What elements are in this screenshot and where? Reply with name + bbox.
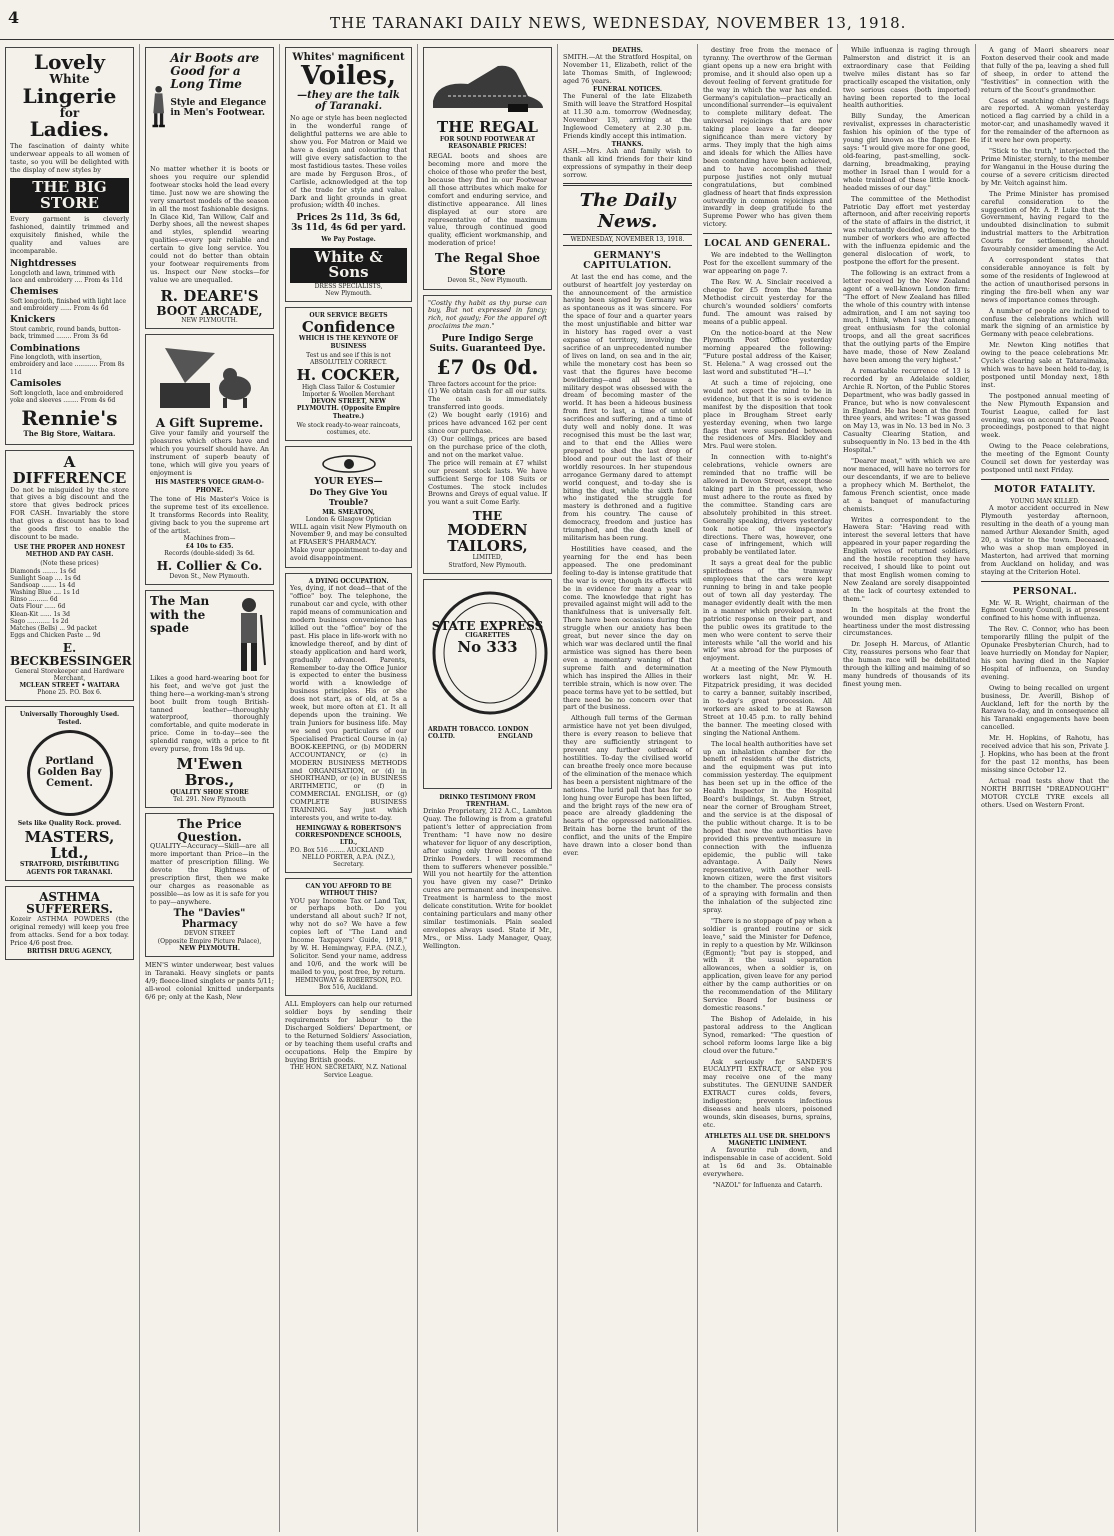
difference-sub: USE THE PROPER AND HONEST METHOD AND PAY CASH. (13, 543, 126, 559)
tyre-notice: Actual road tests show that the NORTH BRITISH "DREADNOUGHT" MOTOR CYCLE TYRE excels all others. Used on Western Front. (981, 776, 1109, 809)
tailors-point-2: (2) We bought early (1916) and prices have advanced 162 per cent since our purchase. (428, 411, 547, 436)
voiles-l1: Whites' magnificent (292, 52, 405, 63)
price-item: Diamonds ........ 1s 6d (10, 567, 76, 575)
income-addr: HEMINGWAY & ROBERTSON, P.O. Box 516, Auckland. (295, 976, 402, 991)
tailors-line1: Pure Indigo Serge Suits. Guaranteed Dye. (429, 334, 546, 355)
personal-item: Mr. W. R. Wright, chairman of the Egmont County Council, is at present confined to his home with influenza. (981, 598, 1109, 623)
cement-brand-3: Cement. (46, 778, 93, 790)
editorial-p3: Although full terms of the German armistice have not yet been divulged, there is every reason to believe that they are sufficiently stringent to prevent any further outbreak of hostilities. To-day the civilised world can breathe freely once more because of the elimination of the menace which has been a persistent nightmare of the nations. The lurid pall that has for so long hung over Europe has been lifted, and the bright rays of the new era of peace are already gladdening the hearts of the oppressed nationalities. Britain has borne the brunt of the conflict, and the units of the Empire have drawn into a closer bond than ever. (563, 714, 692, 858)
item-heading: Combinations (10, 343, 80, 354)
item-text: Stout cambric, round bands, button-back, trimmed ........ From 3s 6d (10, 326, 121, 341)
beckbessinger-addr: MCLEAN STREET • WAITARA (19, 681, 120, 689)
cocker-name: H. COCKER, (296, 366, 401, 385)
income-tax-ad (285, 878, 412, 996)
cocker-addr: DEVON STREET, NEW PLYMOUTH. (Opposite Empire Theatre.) (296, 398, 401, 420)
funeral-heading: FUNERAL NOTICES. (592, 85, 663, 93)
asthma-body: Kozeir ASTHMA POWDERS (the original remedy) will keep you free from attacks. Send for a box today. Price 4/6 post free. (10, 914, 129, 947)
spade-body: Likes a good hard-wearing boot for his feet, and we've got just the thing here—a working-man's strong boot built from tough British-tanned leather—thoroughly waterproof, thoroughly comfortable, and quite moderate in price. Come in to-day—see the splendid range, with a price to fit every purse, from 18s 9d up. (150, 673, 269, 754)
regal-title: THE REGAL (437, 118, 538, 136)
tailors-the: THE (472, 509, 503, 524)
confidence-top: OUR SERVICE BEGETS (309, 312, 388, 320)
price-item: Sandsoap ........ 1s 4d (10, 581, 76, 589)
regal-ad (423, 47, 552, 290)
drinko-title: DRINKO TESTIMONY FROM TRENTHAM. (439, 793, 536, 808)
dying-occupation-ad (285, 573, 412, 873)
masthead (0, 0, 1114, 40)
spade-ad (145, 590, 274, 808)
deaths-heading: DEATHS. (612, 47, 643, 54)
lingerie-l1: Lovely (34, 50, 105, 74)
masters-name: MASTERS, Ltd., (24, 827, 115, 862)
local-item: At such a time of rejoicing, one would not expect the mind to be in evidence, but that it is so is evidence manifest by the disposition that took place in Brougham Street early yesterday evening, when two large flags that were suspended between the residences of Mrs. Blackley and Mrs. Paul were stolen. (703, 379, 832, 451)
news-item: Writes a correspondent to the Hawera Star: "Having read with interest the several letters that have appeared in your paper regarding the English wives of returned soldiers, and the hostile reception they have received, I should like to point out that most English women coming to New Zealand are sorely disappointed at the lack of courtesy extended to them." (843, 515, 970, 603)
regal-body: REGAL boots and shoes are becoming more and more the choice of those who prefer the best, because they find in our Footwear all those attributes which make for comfort and enduring service, and distinctive appearance. All lines displayed at our store are representative of the maximum value, through continued good quality, efficient workmanship, and moderation of price! (428, 152, 547, 248)
cement-badge (27, 730, 113, 816)
news-item: The following is an extract from a letter received by the New Zealand agent of a well-known London firm: "The effort of New Zealand has filled the whole of this country with intense admiration, and I am not saying too much, I think, when I say that among great enthusiasm for the colonial troops, and all the great sacrifices that the outlying parts of the Empire have made, those of New Zealand have been among the very highest." (843, 268, 970, 365)
cement-ad (5, 706, 134, 880)
deare-town: NEW PLYMOUTH. (181, 317, 238, 325)
boots-body: No matter whether it is boots or shoes you require our splendid footwear stocks hold the lead every time. Just now we are showing the very smartest models of the season in all the most fashionable designs. In Glace Kid, Tan Willow, Calf and Derby shoes, all the newest shapes and styles, splendid wearing qualities—every pair reliable and certain to give long service. You could not do better than obtain your footwear requirements from us. Inspect our New stocks—for value we are unequalled. (150, 165, 269, 284)
cement-top: Universally Thoroughly Used. Tested. (19, 711, 120, 726)
price-list (10, 568, 129, 640)
express-no: No 333 (457, 637, 518, 656)
cocker-sub: High Class Tailor & Costumier Importer & Woollen Merchant (301, 383, 396, 399)
lingerie-l5: Ladies. (29, 117, 110, 142)
price-item: Oats Flour ...... 6d (10, 603, 66, 611)
item-text: Soft longcloth, finished with light lace and embroidery ...... From 4s 6d (10, 297, 127, 313)
confidence-sub: WHICH IS THE KEYNOTE OF BUSINESS (298, 335, 399, 350)
gift-body: Give your family and yourself the pleasures which others have and which you yourself should have. An instrument of superb beauty of tone, which will give you years of enjoyment is (150, 428, 269, 477)
davies-addr2: (Opposite Empire Picture Palace), (157, 937, 262, 945)
state-express-ad (423, 579, 552, 789)
winter-underwear-ad: MEN'S winter underwear, best values in Taranaki. Heavy singlets or pants 4/9; fleece-lined singlets or pants 5/11; all-wool colonial knitted underpants 6/6 pr; only at the Kash, New (145, 961, 274, 1001)
confidence-word: Confidence (301, 317, 396, 336)
soldiers-notice: ALL Employers can help our returned soldier boys by sending their requirements for labour to the Discharged Soldiers' Department, or to the Returned Soldiers' Association, or by teaching them useful crafts and occupations. Help the Empire by buying British goods. (285, 1000, 412, 1064)
local-item: In connection with to-night's celebrations, vehicle owners are reminded that no traffic will be allowed in Devon Street, except those taking part in the procession, who must adhere to the route as fixed by the committee. Standing cars are absolutely prohibited in this street. Generally speaking, drivers yesterday took notice of the inspector's directions. There was, however, one case of infringement, which will probably be ventilated later. (703, 453, 832, 557)
price-item: Rinso .......... 6d (10, 596, 58, 604)
asthma-ad (5, 886, 134, 960)
tailors-town: Stratford, New Plymouth. (448, 561, 527, 569)
difference-body: Do not be misguided by the store that gives a big discount and the store that gives bedrock prices FOR CASH. Invariably the store that gives a discount has to load the goods first to enable the discount to be made. (10, 485, 129, 542)
express-right: LONDON ENGLAND (497, 725, 533, 740)
motor-fatality-text: A motor accident occurred in New Plymouth yesterday afternoon, resulting in the death of a young man named Arthur Alexander Smith, aged 20, a visitor to the town. Deceased, who was a shop man employed in Masterton, had arrived that morning from Auckland on holiday, and was staying at the Criterion Hotel. (981, 504, 1109, 576)
local-item: "There is no stoppage of pay when a soldier is granted routine or sick leave," said the Minister for Defence, in reply to a question by Mr. Wilkinson (Egmont); "but pay is stopped, and with it the usual separation allowances, when a soldier is, on application, given leave for any period either by the camp authorities or on the recommendation of the Military Service Board for business or domestic reasons." (703, 916, 832, 1013)
price-item: Klean-Kit ...... 1s 3d (10, 610, 70, 618)
newspaper-title: THE TARANAKI DAILY NEWS, WEDNESDAY, NOVEMBER 13, 1918. (330, 14, 907, 32)
price-item: Matches (Bells) ... 9d packet (10, 625, 97, 633)
tailors-price: £7 0s 0d. (436, 355, 539, 380)
editorial-title: GERMANY'S CAPITULATION. (583, 250, 672, 271)
lingerie-l3: Lingerie (22, 83, 117, 108)
local-item: We are indebted to the Wellington Post for the excellent summary of the war appearing on page 7. (703, 251, 832, 276)
boots-ad (145, 47, 274, 329)
item-heading: Knickers (10, 315, 56, 326)
modern-tailors-ad (423, 295, 552, 574)
column-1 (0, 44, 140, 1532)
beckbessinger-sub: General Storekeeper and Hardware Merchant, (14, 667, 125, 682)
news-item: In the hospitals at the front the wounded men display wonderful heartiness under the most distressing circumstances. (843, 605, 970, 638)
gramophone-ad (145, 334, 274, 584)
white-sons-name: White & Sons (290, 248, 407, 284)
davies-town: NEW PLYMOUTH. (179, 944, 240, 952)
boots-headline: Air Boots are Good for a Long Time (170, 51, 260, 92)
beckbessinger-phone: Phone 25. P.O. Box 6. (37, 689, 102, 697)
price-q-title: The Price Question. (177, 816, 242, 844)
page-number: 4 (8, 8, 20, 27)
local-item: The local health authorities have set up an inhalation chamber for the benefit of residents of the districts, and the equipment was put into commission yesterday. The equipment has been set up in the office of the Health Inspector in the Hospital Board's buildings, St. Aubyn Street, near the corner of Brougham Street, and the service is at the disposal of the public without charge. It is to be hoped that now the authorities have provided this preventive measure in connection with the influenza epidemic, the public will take advantage. A Daily News representative, with another well-known citizen, were the first visitors to the chamber. The process consists of a spraying with formalin and then the inhalation of the subjected zinc spray. (703, 739, 832, 914)
column-4 (418, 44, 558, 1532)
boot-figure-icon (150, 52, 167, 162)
price-question-ad (145, 813, 274, 957)
dying-body: Yes, dying, if not dead—that of the "office" boy. The telephone, the runabout car and cycle, with other rapid means of communication and modern business convenience has killed out the "office" boy of the past. His place in life-work with no knowledge thereof, and by dint of steady application and hard work, gradually advanced. Parents, Remember to-day the Office Junior is expected to enter the business world with a knowledge of business principles. His or she does not start, as of old, at 5s a week, but more often at £1. It all depends upon the training. We train Juniors for business life. May we send you particulars of our Specialised Practical Course in (a) BOOK-KEEPING, or (b) MODERN ACCOUNTANCY, or (c) in MODERN BUSINESS METHODS and ORGANISATION, or (d) in SHORTHAND, or (e) in BUSINESS ARITHMETIC, or (f) in COMMERCIAL ENGLISH, or (g) COMPLETE BUSINESS TRAINING. Say just which interests you, and write to-day. (290, 584, 407, 823)
news-item: Dr. Joseph H. Marcus, of Atlantic City, reassures persons who fear that the human race will be debilitated through the killing and maiming of so many hundreds of thousands of its finest young men. (843, 640, 970, 688)
deaths-text: SMITH.—At the Stratford Hospital, on November 11, Elizabeth, relict of the late Thomas Smith, of Inglewood; aged 76 years. (563, 53, 692, 85)
gramophone-dog-icon (155, 343, 265, 413)
news-item: A remarkable recurrence of 13 is recorded by an Adelaide soldier, Archie R. Norton, of the Public Stores Department, who was badly gassed in France, but who is now convalescent in England. He has been at the front three years, and writes: "I was gassed on May 13, was in No. 13 bed in No. 3 Casualty Clearing Station, and subsequently in No. 13 bed in the 4th Hospital." (843, 366, 970, 455)
regal-addr: Devon St., New Plymouth. (447, 277, 528, 285)
lingerie-l2: White (49, 72, 90, 86)
editorial-p1: At last the end has come, and the outburst of heartfelt joy yesterday on the announcement of the armistice having been signed by Germany was as spontaneous as it was sincere. For the space of four and a quarter years the most unjustifiable and bitter war in history has raged over a vast expanse of territory, involving the sacrifice of an unprecedented number of lives on land, on sea and in the air, while the monetary cost has been so vast that the figures have become bewildering—and all because a military despot was obsessed with the dream of becoming master of the world. It has been a hideous business from first to last, a time of untold sacrifices and suffering, and a time of duty well and nobly done. It was recognised this must be the last war, and to that end the Allies were prepared to shed the last drop of blood and pour out the last of their worldly resources. In her stupendous arrogance Germany dared to attempt world conquest, and to-day she is biting the dust, while the sixth fond who instigated the struggle for mastery is dethroned and a fugitive from his country. The cause of democracy, freedom and justice has triumphed, and the death knell of militarism has been rung. (563, 272, 692, 543)
athletes-heading: ATHLETES ALL USE DR. SHELDON'S MAGNETIC LINIMENT. (704, 1132, 831, 1148)
news-item: A gang of Maori shearers near Foxton deserved their cook and made that fully of the pa, leaving a shed full of sheep, in order to attend the "festivities" in connection with the return of the Scout's grandmother. (981, 46, 1109, 94)
deare-name: R. DEARE'S (160, 286, 259, 305)
price-item: Washing Blue .... 1s 1d (10, 589, 80, 597)
beckbessinger-name: E. BECKBESSINGER (10, 641, 132, 669)
gift-product: HIS MASTER'S VOICE GRAM-O-PHONE. (155, 479, 264, 494)
item-text: Soft longcloth, lace and embroidered yoke and sleeves ........ From 4s 6d (10, 389, 124, 404)
mewen-sub: QUALITY SHOE STORE (170, 788, 249, 796)
personal-title: PERSONAL. (1012, 586, 1078, 597)
item-text: Longcloth and lawn, trimmed with lace and embroidery .... From 4s 11d (10, 269, 123, 284)
thanks-heading: THANKS. (611, 140, 644, 148)
local-item: Ask seriously for SANDER'S EUCALYPTI EXTRACT, or else you may receive one of the many substitutes. The GENUINE SANDER EXTRACT cures colds, fevers, indigestion; prevents infectious diseases and heals ulcers, poisoned wounds, skin diseases, burns, sprains, etc. (703, 1057, 832, 1129)
boots-side: Style and Elegance in Men's Footwear. (170, 97, 267, 118)
voiles-l3: —they are the talk of Taranaki. (297, 90, 400, 113)
smeaton-sub: London & Glasgow Optician (305, 516, 392, 524)
lingerie-ad (5, 47, 134, 445)
regal-shop: The Regal Shoe Store (434, 251, 540, 278)
news-item: Mr. Newton King notifies that owing to the peace celebrations Mr. Cycle's clearing sale at Tataraimaka, which was to have been held to-day, is postponed until Monday next, 18th inst. (981, 341, 1109, 389)
dying-title: A DYING OCCUPATION. (308, 578, 389, 586)
news-item: "Stick to the truth," interjected the Prime Minister, sternly, to the member for Wanganui in the House during the course of a severe criticism directed by Mr. Veitch against him. (981, 147, 1109, 187)
price-item: Eggs and Chicken Paste ... 9d (10, 632, 101, 640)
voiles-prices: Prices 2s 11d, 3s 6d, 3s 11d, 4s 6d per yard. (291, 213, 406, 234)
bigstore-name: THE BIG STORE (10, 178, 129, 214)
price-q-body: QUALITY—Accuracy—Skill—are all more important than Price—in the matter of prescription filling. We devote the Rightness of prescription first, then we make our charges as reasonable as possible—as low as it is safe for you to pay—anywhere. (150, 842, 269, 906)
drinko-body: Drinko Proprietary, 212 A.C., Lambton Quay. The following is from a grateful patient's letter of appreciation from Trentham: "I have now no desire whatever for liquor of any description, after using only three boxes of the Drinko Powders. I will recommend them to sufferers whenever possible." Will you not heartily for the attention you have given my case?" Drinko cures are permanent and inexpensive. Treatment is harmless to the most delicate constitution. Write for booklet containing particulars and many other similar testimonials. Plain sealed envelopes always used. State if Mr., Mrs., or Miss. Lady Manager, Quay, Wellington. (423, 807, 552, 950)
column-5 (558, 44, 698, 1532)
cement-brand-2: Golden Bay (37, 767, 102, 779)
athletes-text: A favourite rub down, and indispensable in case of accident. Sold at 1s 6d and 3s. Obtainable everywhere. (703, 1146, 832, 1178)
difference-ad (5, 450, 134, 701)
confidence-ad (285, 307, 412, 441)
column-8 (976, 44, 1114, 1532)
column-7 (838, 44, 976, 1532)
express-sub: CIGARETTES (465, 632, 510, 640)
shoe-icon (428, 56, 548, 116)
rennies-sub: The Big Store, Waitara. (23, 429, 116, 439)
news-item: A correspondent states that considerable annoyance is felt by some of the residents of Inglewood at the action of unauthorised persons in ringing the fire-bell when any war news of importance comes through. (981, 256, 1109, 304)
news-item: "Dearer meat," with which we are now menaced, will have no terrors for our descendants, if we are to believe a prophecy which M. Berthelot, the famous French scientist, once made at a banquet of manufacturing chemists. (843, 457, 970, 513)
gift-price1: Machines from— (183, 535, 236, 543)
asthma-foot: BRITISH DRUG AGENCY, (26, 947, 113, 955)
davies-title: The "Davies" Pharmacy (173, 908, 246, 930)
tailors-intro: Three factors account for the price: (428, 381, 537, 389)
cocker-stock: We stock ready-to-wear raincoats, costumes, etc. (296, 421, 401, 436)
lingerie-l4: for (59, 105, 80, 120)
item-heading: Camisoles (10, 378, 62, 389)
difference-list-head: (Note these prices) (40, 560, 99, 568)
tailors-body: The price will remain at £7 whilst our present stock lasts. We have sufficient Serge for 108 Suits or Costumes. The stock includes Browns and Greys of equal value. If you want a suit Come Early. (428, 458, 547, 507)
news-item: The committee of the Methodist Patriotic Day effort met yesterday afternoon, and after receiving reports of the state of affairs in the district, it was reluctantly decided, owing to the number of workers who are affected with the influenza epidemic and the general dislocation of work, to postpone the effort for the present. (843, 194, 970, 266)
cement-brand-1: Portland (45, 756, 94, 768)
news-item: The Prime Minister has promised careful consideration to the suggestion of Mr. A. P. Luke that the Government, having regard to the undoubted disinclination to submit industrial matters to the Arbitration Courts for settlement, should favourably consider amending the Act. (981, 189, 1109, 254)
local-item: At a meeting of the New Plymouth workers last night, Mr. W. H. Fitzpatrick presiding, it was decided to carry a banner, suitably inscribed, in to-day's great procession. All workers are asked to be at Rawson Street at 10.45 p.m. to rally behind the banner. The meeting closed with singing the National Anthem. (703, 665, 832, 737)
eyes-foot: Make your appointment to-day and avoid disappointment. (290, 546, 407, 563)
voiles-l2: Voiles, (300, 61, 397, 91)
gift-price2: £4 10s to £35. (185, 542, 234, 550)
voiles-postage: We Pay Postage. (321, 236, 376, 244)
editorial-continued: destiny free from the menace of tyranny. The overthrow of the German giant opens up a new era bright with promise, and it should also open up a devout feeling of fervent gratitude for the way in which the war has ended. Germany's capitulation—practically an unconditional surrender—is equivalent to complete military defeat. The universal rejoicings that are now taking place leave a far deeper significance than mere victory by arms. They imply that the high aims and ideals for which the Allies have been contending have been achieved, and to have accomplished their purpose justifies not only mutual congratulations, but combined gladness of heart that finds expression outwardly in common rejoicings and inwardly in deep gratitude to the Supreme Power who has given them victory. (703, 46, 832, 229)
asthma-title: ASTHMA SUFFERERS. (26, 889, 113, 917)
voiles-ad (285, 47, 412, 302)
personal-item: Mr. H. Hopkins, of Rahotu, has received advice that his son, Private J. J. Hopkins, who has been at the front for the past 12 months, has been missing since October 12. (981, 734, 1109, 774)
item-heading: Nightdresses (10, 258, 77, 269)
income-body: YOU pay Income Tax or Land Tax, or perhaps both. Do you understand all about such? If not, why not do so? We have a few copies left of "The Land and Income Taxpayers' Guide, 1918," by W. H. Hemingway, F.P.A. (N.Z.), Solicitor. Send your name, address and 10/6, and the work will be mailed to you, post free, by return. (290, 896, 407, 976)
optician-ad (285, 446, 412, 568)
column-2 (140, 44, 280, 1532)
motor-fatality-sub: YOUNG MAN KILLED. (1010, 498, 1080, 506)
local-item: The Rev. W. A. Sinclair received a cheque for £5 from the Marama Methodist circuit yesterday for the church's wounded soldiers' comforts fund. The amount was raised by means of a public appeal. (703, 277, 832, 326)
eye-icon (319, 455, 379, 473)
price-item: Sunlight Soap .... 1s 6d (10, 574, 81, 582)
worker-figure-icon (229, 595, 269, 675)
gift-body2: The tone of His Master's Voice is the supreme test of its excellence. It transforms Records into Reality, giving back to you the supreme art of the artist. (150, 494, 269, 535)
gift-price3: Records (double-sided) 3s 6d. (164, 549, 255, 557)
bigstore-intro: Every garment is cleverly fashioned, daintily trimmed and exquisitely finished, while the quality and values are incomparable. (10, 215, 129, 256)
column-6 (698, 44, 838, 1532)
local-item: It says a great deal for the public spiritedness of the tramway employees that the cars were kept running to bring in and take people out of town all day yesterday. The manager evidently dealt with the men in a manner which provoked a most patriotic response on their part, and the public owes its gratitude to the men who were content to serve their interests while "all the world and his wife" was abroad for the purposes of enjoyment. (703, 559, 832, 663)
tailors-point-1: (1) We obtain cash for all our suits. The cash is immediately transferred into goods. (428, 387, 547, 412)
news-item: While influenza is raging through Palmerston and district it is an extraordinary case that Feilding twelve miles distant has so far practically escaped the visitation, only two serious cases (both imported) having been reported to the local health authorities. (843, 46, 970, 110)
tailors-name: MODERN TAILORS, (447, 520, 528, 555)
paper-name: The Daily News. (579, 190, 676, 233)
cement-bottom: Sets like Quality Rock. proved. (17, 819, 122, 827)
news-item: A number of people are inclined to confuse the celebrations which will mark the signing of an armistice by Germany with peace celebrations. (981, 306, 1109, 339)
regal-sub: FOR SOUND FOOTWEAR AT REASONABLE PRICES! (439, 135, 536, 150)
collier-name: H. Collier & Co. (156, 559, 263, 574)
difference-title: A DIFFERENCE (12, 453, 127, 487)
mewen-name: M'Ewen Bros., (176, 755, 243, 789)
local-item: On the notice-board at the New Plymouth Post Office yesterday morning appeared the following: "Future postal address of the Kaiser, St. Helena." A wag crossed out the last word and substituted "H—l." (703, 328, 832, 377)
eyes-question: Do They Give You Trouble? (309, 487, 388, 508)
express-brand: STATE EXPRESS (431, 618, 544, 633)
news-item: Cases of snatching children's flags are reported. A woman yesterday noticed a flag carried by a child in a motor-car, and unashamedly waved it for the remainder of the afternoon as if it were her own property. (981, 96, 1109, 145)
confidence-body: Test us and see if this is not ABSOLUTELY CORRECT. (306, 351, 391, 366)
soldiers-foot: THE HON. SECRETARY, N.Z. National Service League. (290, 1064, 407, 1079)
masters-sub: STRATFORD, DISTRIBUTING AGENTS FOR TARANAKI. (20, 861, 119, 876)
eyes-title: YOUR EYES— (314, 477, 383, 488)
voiles-body: No age or style has been neglected in the wonderful range of delightful patterns we are able to show you. For Matron or Maid we have a design and colouring that will give every satisfaction to the most fastidious tastes. These voiles are made by Ferguson Bros., of Carlisle, acknowledged at the top of the trade for style and value. Dark and light grounds in great profusion; width 40 inches. (290, 114, 407, 210)
express-left: ARDATH TOBACCO. CO.LTD. (428, 725, 496, 740)
personal-item: Owing to being recalled on urgent business, Dr. Averill, Bishop of Auckland, left for the north by the Rarawa to-day, and in consequence all his Taranaki engagements have been cancelled. (981, 683, 1109, 732)
dying-sec: NELLO PORTER, A.P.A. (N.Z.), Secretary. (302, 853, 395, 868)
motor-fatality-title: MOTOR FATALITY. (994, 485, 1096, 496)
white-sons-sub: DRESS SPECIALISTS, (314, 283, 383, 291)
news-item: Owing to the Peace celebrations, the meeting of the Egmont County Council set down for yesterday was postponed until next Friday. (981, 442, 1109, 475)
news-item: Billy Sunday, the American revivalist, expresses in characteristic fashion his opinion of the type of young girl known as the flapper. He says: "I would give more for one good, old-fearing, past-smelling, sock-darning, breadmaking, praying mother in Israel than I would for a whole trainload of these little knock-headed misses of our day." (843, 112, 970, 192)
editorial-p2: Hostilities have ceased, and the yearning for the end has been appeased. The one predominant feeling to-day is intense gratitude that the war is over, though its effects will be in evidence for many a year to come. The knowledge that right has prevailed against might will add to the thankfulness that is universally felt. There have been occasions during the struggle when our anxiety has been great, but never since the day on which war was declared until the final armistice was signed has there been even a momentary waning of that supreme faith and determination which has inspired the Allies in their terrible strain, which is now over. The peace terms have yet to be settled, but there need be no concern over that part of the business. (563, 545, 692, 712)
item-text: Fine longcloth, with insertion, embroidery and lace ............ From 8s 11d (10, 354, 125, 376)
column-3 (280, 44, 418, 1532)
editorial-date: WEDNESDAY, NOVEMBER 13, 1918. (563, 234, 692, 245)
collier-town: Devon St., New Plymouth. (169, 572, 250, 580)
nazol-text: "NAZOL" for Influenza and Catarrh. (712, 1181, 823, 1189)
tailors-point-3: (3) Our cellings, prices are based on the purchase price of the cloth, and not on the market value. (428, 434, 547, 459)
thanks-text: ASH.—Mrs. Ash and family wish to thank all kind friends for their kind expressions of sympathy in their deep sorrow. (563, 146, 692, 179)
dying-school: HEMINGWAY & ROBERTSON'S CORRESPONDENCE SCHOOLS, LTD., (295, 825, 402, 847)
tailors-quote: "Costly thy habit as thy purse can buy, But not expressed in fancy; rich, not gaudy; For the apparel oft proclaims the man." (428, 298, 547, 331)
dying-box: P.O. Box 516 ........ AUCKLAND (290, 846, 384, 854)
local-general-title: LOCAL AND GENERAL. (704, 239, 831, 250)
rennies-name: Rennie's (21, 406, 118, 431)
funeral-text: The Funeral of the late Elizabeth Smith will leave the Stratford Hospital at 11.30 a.m. tomorrow (Wednesday, November 13), arriving at the Inglewood Cemetery at 2.30 p.m. Friends kindly accept this intimation. (563, 92, 692, 140)
lingerie-body: The fascination of dainty white underwear appeals to all women of taste, so you will be delighted with the display of new styles by (10, 142, 129, 174)
eyes-body: WILL again visit New Plymouth on November 9, and may be consulted at FRASER'S PHARMACY. (290, 522, 407, 547)
spade-title: The Man with the spade (150, 593, 210, 636)
white-sons-town: New Plymouth. (325, 290, 372, 298)
davies-addr: DEVON STREET (184, 930, 235, 938)
smeaton-name: MR. SMEATON, (322, 509, 375, 517)
item-heading: Chemises (10, 287, 59, 298)
bigstore-items (10, 259, 129, 404)
income-title: CAN YOU AFFORD TO BE WITHOUT THIS? (305, 883, 392, 898)
personal-item: The Rev. C. Connor, who has been temporarily filling the pulpit of the Opunake Presbyterian Church, had to leave hurriedly on Monday for Napier, his son having died in the Napier Hospital of influenza, on Sunday evening. (981, 625, 1109, 681)
tailors-ltd: LIMITED, (472, 554, 503, 562)
news-item: The postponed annual meeting of the New Plymouth Expansion and Tourist League, called for last evening, was on account of the Peace proceedings, postponed to that night week. (981, 391, 1109, 440)
price-item: Sago ............ 1s 2d (10, 617, 69, 625)
mewen-tel: Tel. 291. New Plymouth (173, 795, 246, 803)
local-item: The Bishop of Adelaide, in his pastoral address to the Anglican Synod, remarked: "The question of school reform looms large like a big cloud over the future." (703, 1014, 832, 1055)
deare-arcade: BOOT ARCADE, (156, 303, 263, 318)
gift-title: A Gift Supreme. (155, 416, 264, 431)
local-items (703, 252, 832, 1130)
